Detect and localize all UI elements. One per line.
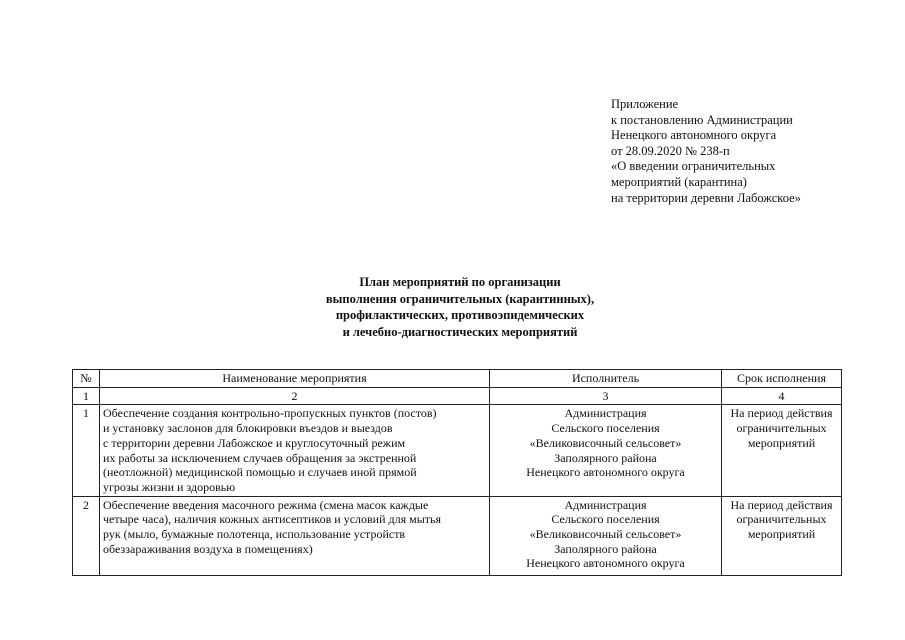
column-number-cell: 3 [490, 387, 722, 405]
appendix-line: мероприятий (карантина) [611, 174, 747, 189]
appendix-line: «О введении ограничительных [611, 159, 776, 174]
row-number-cell: 1 [73, 405, 100, 496]
executor-line: Ненецкого автономного округа [526, 465, 685, 480]
event-name-line: Обеспечение введения масочного режима (смена масок каждые [103, 497, 429, 512]
event-name-line: с территории деревни Лабожское и круглосуточный режим [103, 435, 406, 450]
plan-title-line: и лечебно-диагностических мероприятий [342, 324, 578, 339]
header-cell-number: № [73, 370, 100, 388]
appendix-block [611, 97, 801, 206]
appendix-line: к постановлению Администрации [611, 112, 793, 127]
executor-line: Заполярного района [554, 450, 657, 465]
executor-line: «Великовисочный сельсовет» [529, 527, 682, 542]
executor-cell [490, 496, 722, 575]
event-name-line: рук (мыло, бумажные полотенца, использование устройств [103, 527, 406, 542]
row-number-cell: 2 [73, 496, 100, 575]
header-cell-term: Срок исполнения [722, 370, 842, 388]
event-name-line: угрозы жизни и здоровью [103, 479, 236, 494]
executor-line: Сельского поселения [551, 512, 660, 527]
executor-line: Ненецкого автономного округа [526, 556, 685, 571]
executor-line: Администрация [564, 497, 647, 512]
plan-table [72, 369, 842, 576]
event-name-cell [100, 496, 490, 575]
column-number-cell: 4 [722, 387, 842, 405]
header-cell-name: Наименование мероприятия [100, 370, 490, 388]
executor-line: Администрация [564, 406, 647, 421]
plan-title [250, 274, 670, 340]
event-name-cell [100, 405, 490, 496]
term-line: На период действия [730, 406, 833, 421]
table-row [73, 496, 842, 575]
executor-cell [490, 405, 722, 496]
plan-title-line: План мероприятий по организации [359, 275, 561, 289]
event-name-line: четыре часа), наличия кожных антисептиков и условий для мытья [103, 512, 442, 527]
column-number-cell: 1 [73, 387, 100, 405]
event-name-line: (неотложной) медицинской помощью и случаев иной прямой [103, 465, 417, 480]
event-name-line: обеззараживания воздуха в помещениях) [103, 541, 313, 556]
executor-line: Заполярного района [554, 541, 657, 556]
executor-line: «Великовисочный сельсовет» [529, 435, 682, 450]
table-header-row [73, 370, 842, 388]
column-number-row [73, 387, 842, 405]
appendix-line: Приложение [611, 97, 679, 111]
term-line: ограничительных [736, 512, 827, 527]
plan-title-line: выполнения ограничительных (карантинных), [325, 291, 595, 306]
plan-title-line: профилактических, противоэпидемических [335, 308, 585, 322]
executor-line: Сельского поселения [551, 421, 660, 436]
term-line: ограничительных [736, 421, 827, 436]
term-line: мероприятий [747, 527, 816, 542]
header-cell-executor: Исполнитель [490, 370, 722, 388]
event-name-line: их работы за исключением случаев обращения за экстренной [103, 450, 417, 465]
column-number-cell: 2 [100, 387, 490, 405]
term-line: На период действия [730, 497, 833, 512]
table-row [73, 405, 842, 496]
term-cell [722, 405, 842, 496]
event-name-line: Обеспечение создания контрольно-пропускных пунктов (постов) [103, 406, 437, 421]
appendix-line: Ненецкого автономного округа [611, 128, 777, 143]
appendix-line: на территории деревни Лабожское» [611, 190, 801, 205]
term-line: мероприятий [747, 435, 816, 450]
term-cell [722, 496, 842, 575]
appendix-line: от 28.09.2020 № 238-п [611, 143, 730, 158]
event-name-line: и установку заслонов для блокировки въездов и выездов [103, 421, 393, 436]
